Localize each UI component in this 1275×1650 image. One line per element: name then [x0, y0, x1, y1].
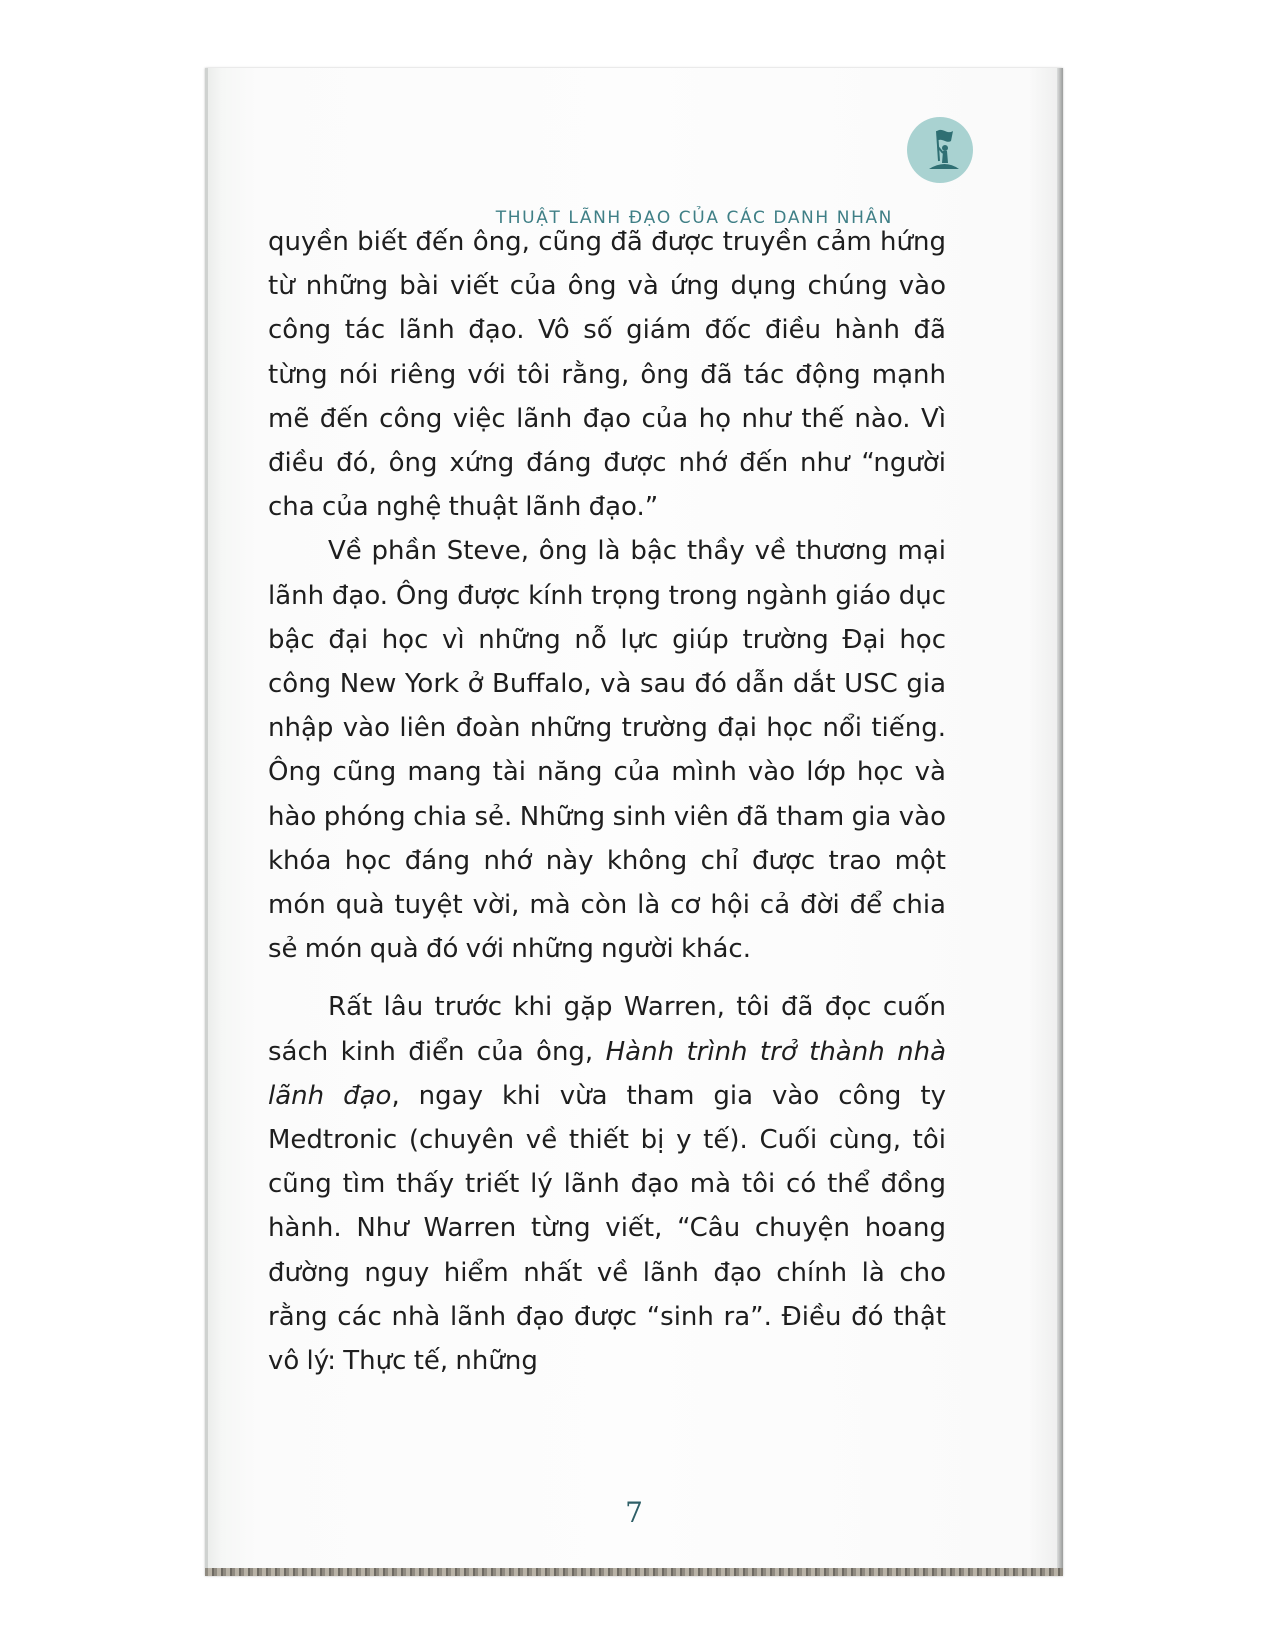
paragraph-1: quyền biết đến ông, cũng đã được truyền cảm hứng từ những bài viết của ông và ứng dụng chúng vào công tác lãnh đạo. Vô số giám đốc điều hành đã từng nói riêng với tôi rằng, ông đã tác động mạnh mẽ đến công việc lãnh đạo của họ như thế nào. Vì điều đó, ông xứng đáng được nhớ đến như “người cha của nghệ thuật lãnh đạo.” [268, 227, 946, 523]
paragraph-3 [268, 985, 946, 1383]
body-text [268, 220, 946, 1383]
page-number: 7 [625, 1496, 643, 1529]
paragraph-3-after: , ngay khi vừa tham gia vào công ty Medtronic (chuyên về thiết bị y tế). Cuối cùng, tôi cũng tìm thấy triết lý lãnh đạo mà tôi có thể đồng hành. Như Warren từng viết, “Câu chuyện hoang đường nguy hiểm nhất về lãnh đạo chính là cho rằng các nhà lãnh đạo được “sinh ra”. Điều đó thật vô lý: Thực tế, những [268, 1080, 946, 1377]
page-bottom-edge [205, 1568, 1063, 1576]
page-right-edge [1057, 68, 1063, 1576]
paragraph-2: Về phần Steve, ông là bậc thầy về thương mại lãnh đạo. Ông được kính trọng trong ngành giáo dục bậc đại học vì những nỗ lực giúp trường Đại học công New York ở Buffalo, và sau đó dẫn dắt USC gia nhập vào liên đoàn những trường đại học nổi tiếng. Ông cũng mang tài năng của mình vào lớp học và hào phóng chia sẻ. Những sinh viên đã tham gia vào khóa học đáng nhớ này không chỉ được trao một món quà tuyệt vời, mà còn là cơ hội cả đời để chia sẻ món quà đó với những người khác. [268, 536, 946, 965]
book-title: Hành trình trở thành nhà lãnh đạo [268, 1036, 946, 1111]
page-left-edge [205, 68, 208, 1576]
flag-bearer-icon [907, 117, 973, 183]
running-head: THUẬT LÃNH ĐẠO CỦA CÁC DANH NHÂN [495, 208, 893, 228]
paragraph-3-before: Rất lâu trước khi gặp Warren, tôi đã đọc cuốn sách kinh điển của ông, [268, 992, 946, 1067]
book-page [205, 68, 1063, 1576]
